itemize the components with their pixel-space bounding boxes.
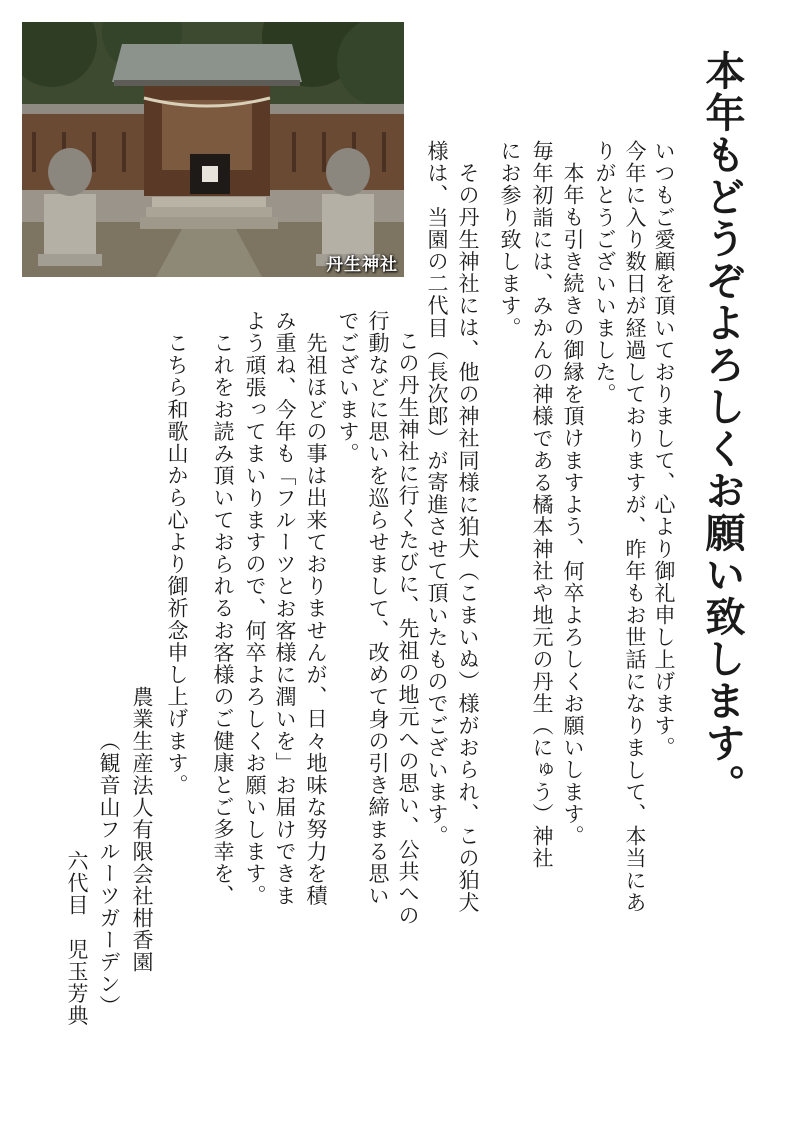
shrine-photo bbox=[22, 22, 404, 277]
text-column: 今年に入り数日が経過しておりますが、昨年もお世話になりまして、本当にあ bbox=[623, 140, 647, 914]
letter-title: 本年もどうぞよろしくお願い致します。 bbox=[699, 50, 746, 806]
text-column: 行動などに思いを巡らせまして、改めて身の引き締まる思い bbox=[366, 310, 390, 907]
text-column: これをお読み頂いておられるお客様のご健康とご多幸を、 bbox=[211, 332, 235, 907]
text-column: いつもご愛顧を頂いておりまして、心より御礼申し上げます。 bbox=[652, 140, 676, 759]
text-column: りがとうございいました。 bbox=[593, 140, 617, 406]
text-column: 先祖ほどの事は出来ておりませんが、日々地味な努力を積 bbox=[304, 332, 328, 907]
text-column: でございます。 bbox=[336, 310, 360, 465]
company-name: 農業生産法人有限会社柑香園 bbox=[130, 686, 154, 974]
text-column: こちら和歌山から心より御祈念申し上げます。 bbox=[165, 332, 189, 797]
text-column: み重ね、今年も「フルーツとお客様に潤いを」お届けできま bbox=[273, 310, 297, 907]
shrine-illustration bbox=[22, 22, 404, 277]
text-column: 毎年初詣には、みかんの神様である橘本神社や地元の丹生（にゅう）神社 bbox=[530, 140, 554, 870]
garden-name: （観音山フルーツガーデン） bbox=[97, 730, 121, 1018]
text-column: 本年も引き続きの御縁を頂けますよう、何卒よろしくお願いします。 bbox=[561, 162, 585, 848]
signature-line: 六代目 児玉芳典 bbox=[65, 850, 89, 1027]
text-column: 様は、当園の二代目（長次郎）が寄進させて頂いたものでございます。 bbox=[425, 140, 449, 848]
photo-caption: 丹生神社 bbox=[326, 255, 398, 275]
text-column: その丹生神社には、他の神社同様に狛犬（こまいぬ）様がおられ、この狛犬 bbox=[456, 162, 480, 914]
text-column: にお参り致します。 bbox=[498, 140, 522, 339]
text-column: よう頑張ってまいりますので、何卒よろしくお願いします。 bbox=[243, 310, 267, 907]
text-column: この丹生神社に行くたびに、先祖の地元への思い、公共への bbox=[396, 330, 420, 927]
